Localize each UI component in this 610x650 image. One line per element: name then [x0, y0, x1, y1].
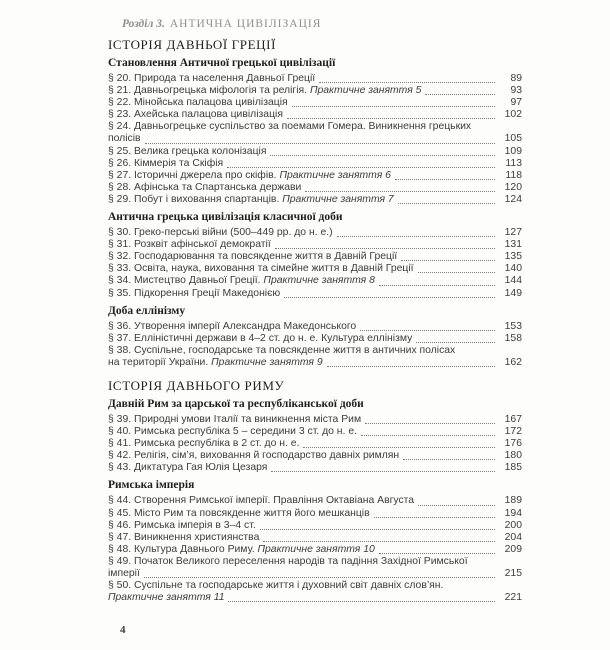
entry-text: § 36. Утворення імперії Александра Македонського	[108, 320, 357, 332]
toc-entry	[108, 345, 522, 369]
dot-leader	[305, 191, 495, 192]
entry-line	[108, 288, 522, 300]
table-of-contents	[108, 37, 522, 604]
entry-line	[108, 263, 522, 275]
entry-line	[108, 508, 522, 520]
toc-entry	[108, 109, 522, 121]
entry-text: § 21. Давньогрецька міфологія та релігія. Практичне заняття 5	[108, 85, 422, 97]
toc-entry	[108, 321, 522, 333]
toc-entry	[108, 170, 522, 182]
dot-leader	[360, 330, 495, 331]
entry-line	[108, 438, 522, 450]
entry-page-number: 215	[504, 568, 522, 579]
dot-leader	[145, 143, 495, 144]
entry-text: § 25. Велика грецька колонізація	[108, 145, 267, 157]
toc-entry	[108, 85, 522, 97]
entry-line	[108, 426, 522, 438]
entry-line	[108, 357, 522, 369]
entry-line	[108, 462, 522, 474]
entry-text: § 44. Створення Римської імперії. Правління Октавіана Августа	[108, 495, 415, 507]
entry-page-number: 221	[504, 592, 522, 604]
entry-page-number: 185	[504, 462, 522, 474]
entry-text: § 46. Римська імперія в 3–4 ст.	[108, 519, 256, 531]
entry-text: § 27. Історичні джерела про скіфів. Практичне заняття 6	[108, 169, 391, 181]
chapter-number-label: Розділ 3.	[122, 18, 165, 30]
entry-text: § 20. Природа та населення Давньої Греції	[108, 73, 316, 84]
entry-line	[108, 495, 522, 507]
page-number: 4	[120, 624, 126, 636]
entry-text: § 43. Диктатура Гая Юлія Цезаря	[108, 462, 268, 474]
entry-text-first-line: § 38. Суспільне, господарське та повсякденне життя в античних полісах	[108, 344, 456, 356]
toc-entry	[108, 227, 522, 239]
part-title: ІСТОРІЯ ДАВНЬОГО РИМУ	[108, 377, 285, 393]
entry-text: § 22. Мінойська палацова цивілізація	[108, 97, 288, 109]
dot-leader	[275, 248, 495, 249]
dot-leader	[227, 167, 495, 168]
entry-list	[108, 227, 522, 300]
entry-line	[108, 275, 522, 287]
entry-text: § 34. Мистецтво Давньої Греції. Практичне заняття 8	[108, 275, 375, 287]
toc-entry	[108, 532, 522, 544]
entry-line	[108, 544, 522, 556]
entry-page-number: 180	[504, 450, 522, 462]
dot-leader	[361, 435, 495, 436]
toc-entry	[108, 520, 522, 532]
entry-text: § 48. Культура Давнього Риму. Практичне заняття 10	[108, 543, 375, 555]
dot-leader	[228, 601, 495, 602]
practice-session-label: Практичне заняття 8	[263, 275, 375, 287]
dot-leader	[425, 94, 495, 95]
entry-text: § 41. Римська республіка в 2 ст. до н. е.	[108, 438, 300, 450]
entry-text-first-line: § 50. Суспільне та господарське життя і духовний світ давніх слов’ян.	[108, 580, 444, 592]
entry-text: § 35. Підкорення Греції Македонією	[108, 287, 281, 299]
dot-leader	[270, 155, 495, 156]
dot-leader	[327, 366, 495, 367]
entry-page-number: 189	[504, 495, 522, 507]
dot-leader	[379, 553, 495, 554]
toc-entry	[108, 414, 522, 426]
entry-page-number: 102	[504, 109, 522, 121]
dot-leader	[418, 272, 495, 273]
entry-page-number: 200	[504, 519, 522, 531]
dot-leader	[303, 447, 495, 448]
entry-page-number: 113	[505, 157, 522, 169]
entry-line	[108, 146, 522, 158]
dot-leader	[144, 577, 495, 578]
dot-leader	[418, 505, 495, 506]
entry-text: імперії	[108, 568, 140, 579]
entry-text: § 40. Римська республіка 5 – середини 3 ст. до н. е.	[108, 426, 357, 438]
practice-session-label: Практичне заняття 6	[279, 169, 391, 181]
entry-line	[108, 133, 522, 145]
entry-page-number: 131	[504, 239, 522, 251]
entry-text: полісів	[108, 133, 141, 145]
running-header	[122, 18, 522, 31]
dot-leader	[403, 459, 495, 460]
dot-leader	[398, 203, 495, 204]
dot-leader	[337, 236, 495, 237]
practice-session-label: Практичне заняття 9	[211, 356, 323, 368]
section-title: Антична грецька цивілізація класичної доби	[108, 211, 343, 224]
toc-entry	[108, 73, 522, 85]
entry-list	[108, 73, 522, 206]
dot-leader	[379, 285, 495, 286]
dot-leader	[271, 471, 495, 472]
entry-page-number: 109	[504, 145, 522, 157]
dot-leader	[287, 118, 495, 119]
practice-session-label: Практичне заняття 10	[257, 543, 375, 555]
dot-leader	[284, 297, 495, 298]
entry-page-number: 162	[504, 356, 522, 368]
entry-page-number: 97	[510, 97, 522, 109]
entry-page-number: 153	[504, 320, 522, 332]
entry-text: § 37. Елліністичні держави в 4–2 ст. до н. е. Культура еллінізму	[108, 332, 413, 344]
toc-entry	[108, 450, 522, 462]
entry-page-number: 93	[510, 85, 522, 97]
entry-page-number: 105	[504, 133, 522, 145]
toc-entry	[108, 194, 522, 206]
dot-leader	[395, 179, 495, 180]
entry-text: § 42. Релігія, сім’я, виховання й господарство давніх римлян	[108, 450, 400, 462]
entry-page-number: 204	[504, 531, 522, 543]
entry-page-number: 172	[504, 426, 522, 438]
toc-entry	[108, 121, 522, 145]
toc-entry	[108, 288, 522, 300]
toc-entry	[108, 426, 522, 438]
entry-page-number: 89	[510, 73, 522, 84]
entry-list	[108, 321, 522, 369]
practice-session-label: Практичне заняття 7	[282, 193, 394, 205]
entry-line	[108, 592, 522, 604]
entry-text: § 26. Кіммерія та Скіфія	[108, 157, 224, 169]
entry-text-first-line: § 49. Початок Великого переселення народів та падіння Західної Римської	[108, 555, 468, 567]
toc-entry	[108, 544, 522, 556]
entry-page-number: 176	[504, 438, 522, 450]
entry-line	[108, 158, 522, 170]
entry-list	[108, 495, 522, 604]
entry-page-number: 120	[504, 181, 522, 193]
toc-entry	[108, 462, 522, 474]
toc-entry	[108, 333, 522, 345]
entry-text: § 29. Побут і виховання спартанців. Практичне заняття 7	[108, 193, 394, 205]
entry-text: § 28. Афінська та Спартанська держави	[108, 181, 302, 193]
dot-leader	[260, 529, 495, 530]
entry-line	[108, 568, 522, 580]
toc-entry	[108, 580, 522, 604]
entry-text: § 47. Виникнення християнства	[108, 531, 260, 543]
toc-entry	[108, 146, 522, 158]
entry-line	[108, 251, 522, 263]
dot-leader	[374, 517, 495, 518]
entry-page-number: 127	[504, 227, 522, 239]
dot-leader	[292, 106, 495, 107]
section-title: Римська імперія	[108, 479, 195, 492]
entry-line	[108, 109, 522, 121]
entry-line	[108, 73, 522, 85]
toc-entry	[108, 182, 522, 194]
entry-line	[108, 227, 522, 239]
entry-page-number: 209	[504, 543, 522, 555]
entry-line	[108, 333, 522, 345]
dot-leader	[319, 82, 495, 83]
section-title: Становлення Античної грецької цивілізації	[108, 57, 336, 69]
entry-line	[108, 414, 522, 426]
dot-leader	[416, 342, 495, 343]
entry-line	[108, 321, 522, 333]
section-title: Доба еллінізму	[108, 304, 186, 317]
practice-session-label: Практичне заняття 11	[108, 592, 225, 604]
dot-leader	[263, 541, 495, 542]
entry-line	[108, 97, 522, 109]
page-footer	[120, 624, 126, 636]
dot-leader	[365, 423, 495, 424]
entry-line	[108, 520, 522, 532]
entry-page-number: 194	[504, 507, 522, 519]
dot-leader	[401, 260, 495, 261]
section-title: Давній Рим за царської та республіканської доби	[108, 397, 364, 410]
entry-page-number: 158	[504, 332, 522, 344]
entry-text-first-line: § 24. Давньогрецьке суспільство за поемами Гомера. Виникнення грецьких	[108, 121, 472, 133]
entry-text	[108, 592, 224, 604]
toc-entry	[108, 438, 522, 450]
chapter-title: АНТИЧНА ЦИВІЛІЗАЦІЯ	[169, 18, 322, 30]
entry-page-number: 118	[505, 169, 522, 181]
part-title: ІСТОРІЯ ДАВНЬОЇ ГРЕЦІЇ	[108, 37, 276, 52]
entry-page-number: 124	[504, 193, 522, 205]
entry-line	[108, 194, 522, 206]
entry-line	[108, 85, 522, 97]
toc-entry	[108, 508, 522, 520]
toc-entry	[108, 275, 522, 287]
toc-entry	[108, 495, 522, 507]
entry-page-number: 149	[504, 287, 522, 299]
toc-entry	[108, 263, 522, 275]
entry-line	[108, 170, 522, 182]
entry-text: § 33. Освіта, наука, виховання та сімейне життя в Давній Греції	[108, 263, 414, 275]
entry-text: § 30. Греко-перські війни (500–449 рр. до н. е.)	[108, 227, 333, 239]
toc-entry	[108, 251, 522, 263]
entry-line	[108, 450, 522, 462]
entry-text: § 31. Розквіт афінської демократії	[108, 239, 271, 251]
entry-text: § 39. Природні умови Італії та виникнення міста Рим	[108, 413, 362, 425]
entry-page-number: 144	[504, 275, 522, 287]
entry-text: на території України. Практичне заняття 9	[108, 356, 323, 368]
entry-page-number: 167	[504, 413, 522, 425]
entry-line	[108, 532, 522, 544]
practice-session-label: Практичне заняття 5	[309, 85, 422, 97]
entry-text: § 45. Місто Рим та повсякденне життя його мешканців	[108, 507, 370, 519]
entry-list	[108, 414, 522, 474]
toc-entry	[108, 158, 522, 170]
entry-page-number: 140	[504, 263, 522, 275]
toc-entry	[108, 239, 522, 251]
entry-line	[108, 182, 522, 194]
entry-text: § 23. Ахейська палацова цивілізація	[108, 109, 283, 121]
entry-line	[108, 239, 522, 251]
toc-entry	[108, 556, 522, 580]
entry-page-number: 135	[504, 251, 522, 263]
entry-text: § 32. Господарювання та повсякденне життя в Давній Греції	[108, 251, 398, 263]
toc-entry	[108, 97, 522, 109]
